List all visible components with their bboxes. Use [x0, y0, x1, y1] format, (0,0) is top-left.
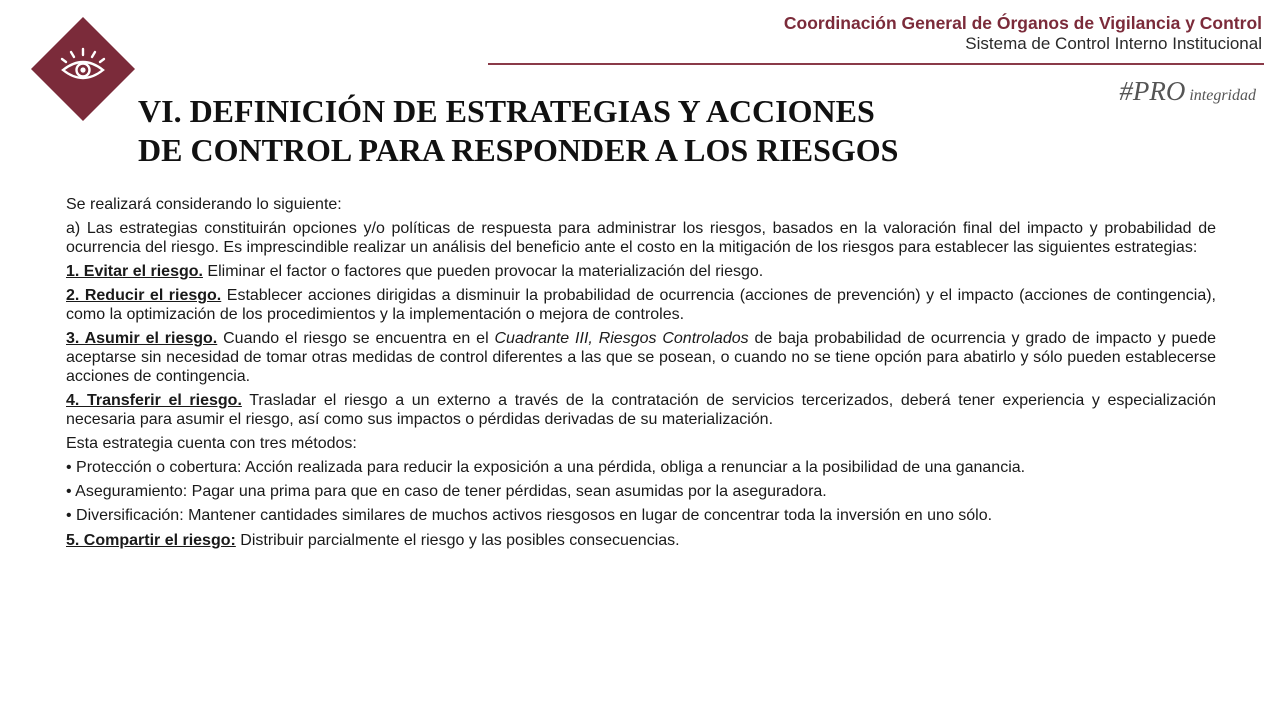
- logo: [29, 15, 137, 123]
- strategy-5-label: 5. Compartir el riesgo:: [66, 531, 236, 549]
- strategy-1: [66, 263, 1216, 282]
- strategy-3-label: 3. Asumir el riesgo.: [66, 330, 218, 348]
- header-divider: [488, 63, 1264, 65]
- header: [784, 12, 1262, 54]
- hashtag-sub: integridad: [1189, 87, 1256, 104]
- strategy-2-label: 2. Reducir el riesgo.: [66, 287, 222, 305]
- strategy-4-label: 4. Transferir el riesgo.: [66, 391, 242, 409]
- strategy-2-text: Establecer acciones dirigidas a disminuir la probabilidad de ocurrencia (acciones de prevención) y el impacto (acciones de contingencia), como la optimización de los procedimientos y la implementación o mejora de controles.: [66, 287, 1217, 324]
- strategy-4: [66, 392, 1216, 429]
- strategy-3-italic: Cuadrante III, Riesgos Controlados: [494, 330, 749, 348]
- eye-diamond-icon: [29, 15, 137, 123]
- pro-integridad-logo: [1119, 76, 1256, 111]
- hashtag-main: #PRO: [1119, 76, 1186, 106]
- method-1: • Protección o cobertura: Acción realizada para reducir la exposición a una pérdida, obliga a renunciar a la posibilidad de una ganancia.: [66, 458, 1026, 476]
- organization-name: Coordinación General de Órganos de Vigilancia y Control: [783, 13, 1262, 33]
- strategy-3: [66, 330, 1216, 386]
- strategy-1-text: Eliminar el factor o factores que pueden provocar la materialización del riesgo.: [207, 263, 764, 281]
- strategy-4-text: Trasladar el riesgo a un externo a través de la contratación de servicios tercerizados, deberá tener experiencia y especialización necesaria para asumir el riesgo, así como sus impactos o pérdidas derivadas de su materialización.: [66, 391, 1217, 428]
- strategy-5: [66, 532, 1216, 551]
- system-name: Sistema de Control Interno Institucional: [965, 34, 1262, 53]
- strategy-2: [66, 287, 1216, 324]
- page-title: [138, 92, 1058, 170]
- paragraph-a: a) Las estrategias constituirán opciones y/o políticas de respuesta para administrar los riesgos, basados en la valoración final del impacto y probabilidad de ocurrencia del riesgo. Es imprescindible realizar un análisis del beneficio ante el costo en la mitigación de los riesgos para establecer las siguientes estrategias:: [66, 220, 1216, 256]
- title-line-2: DE CONTROL PARA RESPONDER A LOS RIESGOS: [138, 132, 899, 168]
- title-line-1: VI. DEFINICIÓN DE ESTRATEGIAS Y ACCIONES: [138, 93, 875, 129]
- method-2: • Aseguramiento: Pagar una prima para que en caso de tener pérdidas, sean asumidas por la aseguradora.: [66, 483, 827, 501]
- strategy-5-text: Distribuir parcialmente el riesgo y las posibles consecuencias.: [240, 531, 680, 549]
- methods-intro: Esta estrategia cuenta con tres métodos:: [66, 434, 357, 452]
- strategy-1-label: 1. Evitar el riesgo.: [66, 263, 203, 281]
- document-body: [66, 196, 1216, 556]
- strategy-3-text-a: Cuando el riesgo se encuentra en el: [223, 330, 489, 348]
- strategy-3-text-b: de baja probabilidad de ocurrencia y grado de impacto y puede aceptarse sin necesidad de tomar otras medidas de control diferentes a las que se posean, o cuando no se tiene opción para abatirlo y sólo pueden establecerse acciones de contingencia.: [66, 330, 1216, 385]
- intro-paragraph: Se realizará considerando lo siguiente:: [66, 196, 342, 213]
- method-3: • Diversificación: Mantener cantidades similares de muchos activos riesgosos en lugar de concentrar toda la inversión en uno sólo.: [66, 507, 993, 525]
